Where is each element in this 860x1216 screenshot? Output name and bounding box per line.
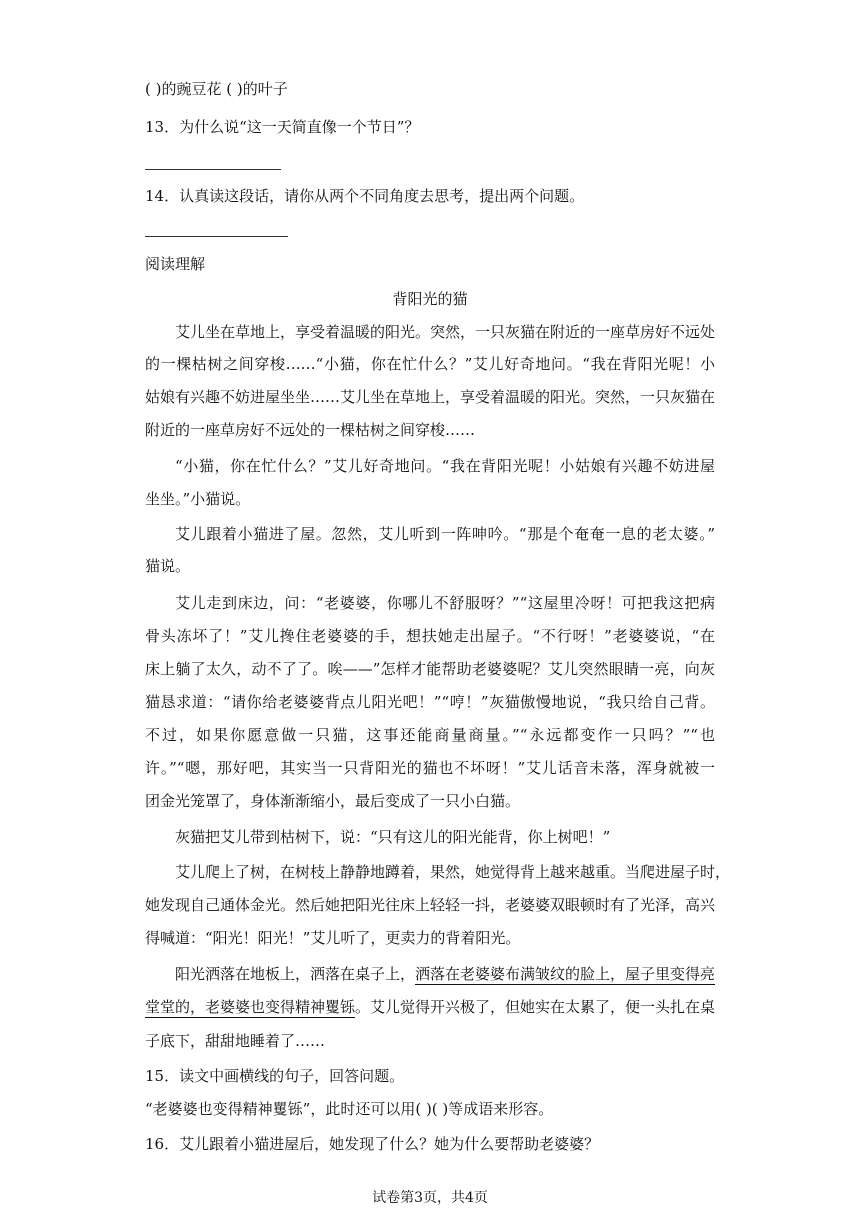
story-line: 艾儿走到床边，问：“老婆婆，你哪儿不舒服呀？”“这屋里冷呀！可把我这把病 [175,594,715,612]
story-line [145,997,715,1017]
section-heading: 阅读理解 [145,255,206,273]
page-footer: 试卷第3页，共4页 [372,1190,488,1206]
question-15: 15．读文中画横线的句子，回答问题。 [145,1067,405,1085]
story-line: 艾儿跟着小猫进了屋。忽然，艾儿听到一阵呻吟。“那是个奄奄一息的老太婆。” [175,525,715,543]
story-line: 猫恳求道：“请你给老婆婆背点儿阳光吧！”“哼！”灰猫傲慢地说，“我只给自己背。 [145,693,715,711]
answer-line-14 [145,236,288,237]
story-line: 床上躺了太久，动不了了。唉——”怎样才能帮助老婆婆呢？艾儿突然眼睛一亮，向灰 [145,660,715,678]
question-13: 13．为什么说“这一天简直像一个节日”？ [145,118,420,136]
story-line: 不过，如果你愿意做一只猫，这事还能商量商量。”“永远都变作一只吗？”“也 [145,726,715,744]
question-15-sub: “老婆婆也变得精神矍铄”，此时还可以用( )( )等成语来形容。 [145,1100,554,1118]
question-16: 16．艾儿跟着小猫进屋后，她发现了什么？她为什么要帮助老婆婆？ [145,1135,600,1153]
underlined-sentence: 洒落在老婆婆布满皱纹的脸上，屋子里变得亮 [415,965,716,983]
plain-text: 阳光洒落在地板上，洒落在桌子上， [175,965,416,983]
story-line: 骨头冻坏了！”艾儿搀住老婆婆的手，想扶她走出屋子。“不行呀！”老婆婆说，“在 [145,627,715,645]
answer-line-13 [145,169,281,170]
story-line: 许。”“嗯，那好吧，其实当一只背阳光的猫也不坏呀！”艾儿话音未落，浑身就被一 [145,759,715,777]
plain-text: 。艾儿觉得开兴极了，但她实在太累了，便一头扎在桌 [355,998,716,1016]
story-line: 附近的一座草房好不远处的一棵枯树之间穿梭…… [145,421,476,439]
story-line: 艾儿爬上了树，在树枝上静静地蹲着，果然，她觉得背上越来越重。当爬进屋子时， [175,863,731,881]
story-line: 团金光笼罩了，身体渐渐缩小，最后变成了一只小白猫。 [145,792,521,810]
underlined-sentence: 堂堂的，老婆婆也变得精神矍铄 [145,998,356,1016]
q12-blanks-line: ( )的豌豆花 ( )的叶子 [145,80,288,98]
story-line: 子底下，甜甜地睡着了…… [145,1032,326,1050]
story-line: 得喊道：“阳光！阳光！”艾儿听了，更卖力的背着阳光。 [145,929,521,947]
story-line: 她发现自己通体金光。然后她把阳光往床上轻轻一抖，老婆婆双眼顿时有了光泽，高兴 [145,896,716,914]
story-line [145,964,715,984]
story-line: 艾儿坐在草地上，享受着温暖的阳光。突然，一只灰猫在附近的一座草房好不远处 [175,323,716,341]
story-line: “小猫，你在忙什么？”艾儿好奇地问。“我在背阳光呢！小姑娘有兴趣不妨进屋 [175,457,715,475]
story-line: 坐坐。”小猫说。 [145,490,251,508]
story-line: 灰猫把艾儿带到枯树下，说：“只有这儿的阳光能背，你上树吧！” [175,828,611,846]
question-14: 14．认真读这段话，请你从两个不同角度去思考，提出两个问题。 [145,187,585,205]
story-line: 姑娘有兴趣不妨进屋坐坐……艾儿坐在草地上，享受着温暖的阳光。突然，一只灰猫在 [145,388,716,406]
story-line: 猫说。 [145,557,191,575]
story-title: 背阳光的猫 [392,290,468,308]
story-line: 的一棵枯树之间穿梭……“小猫，你在忙什么？”艾儿好奇地问。“我在背阳光呢！小 [145,355,715,373]
